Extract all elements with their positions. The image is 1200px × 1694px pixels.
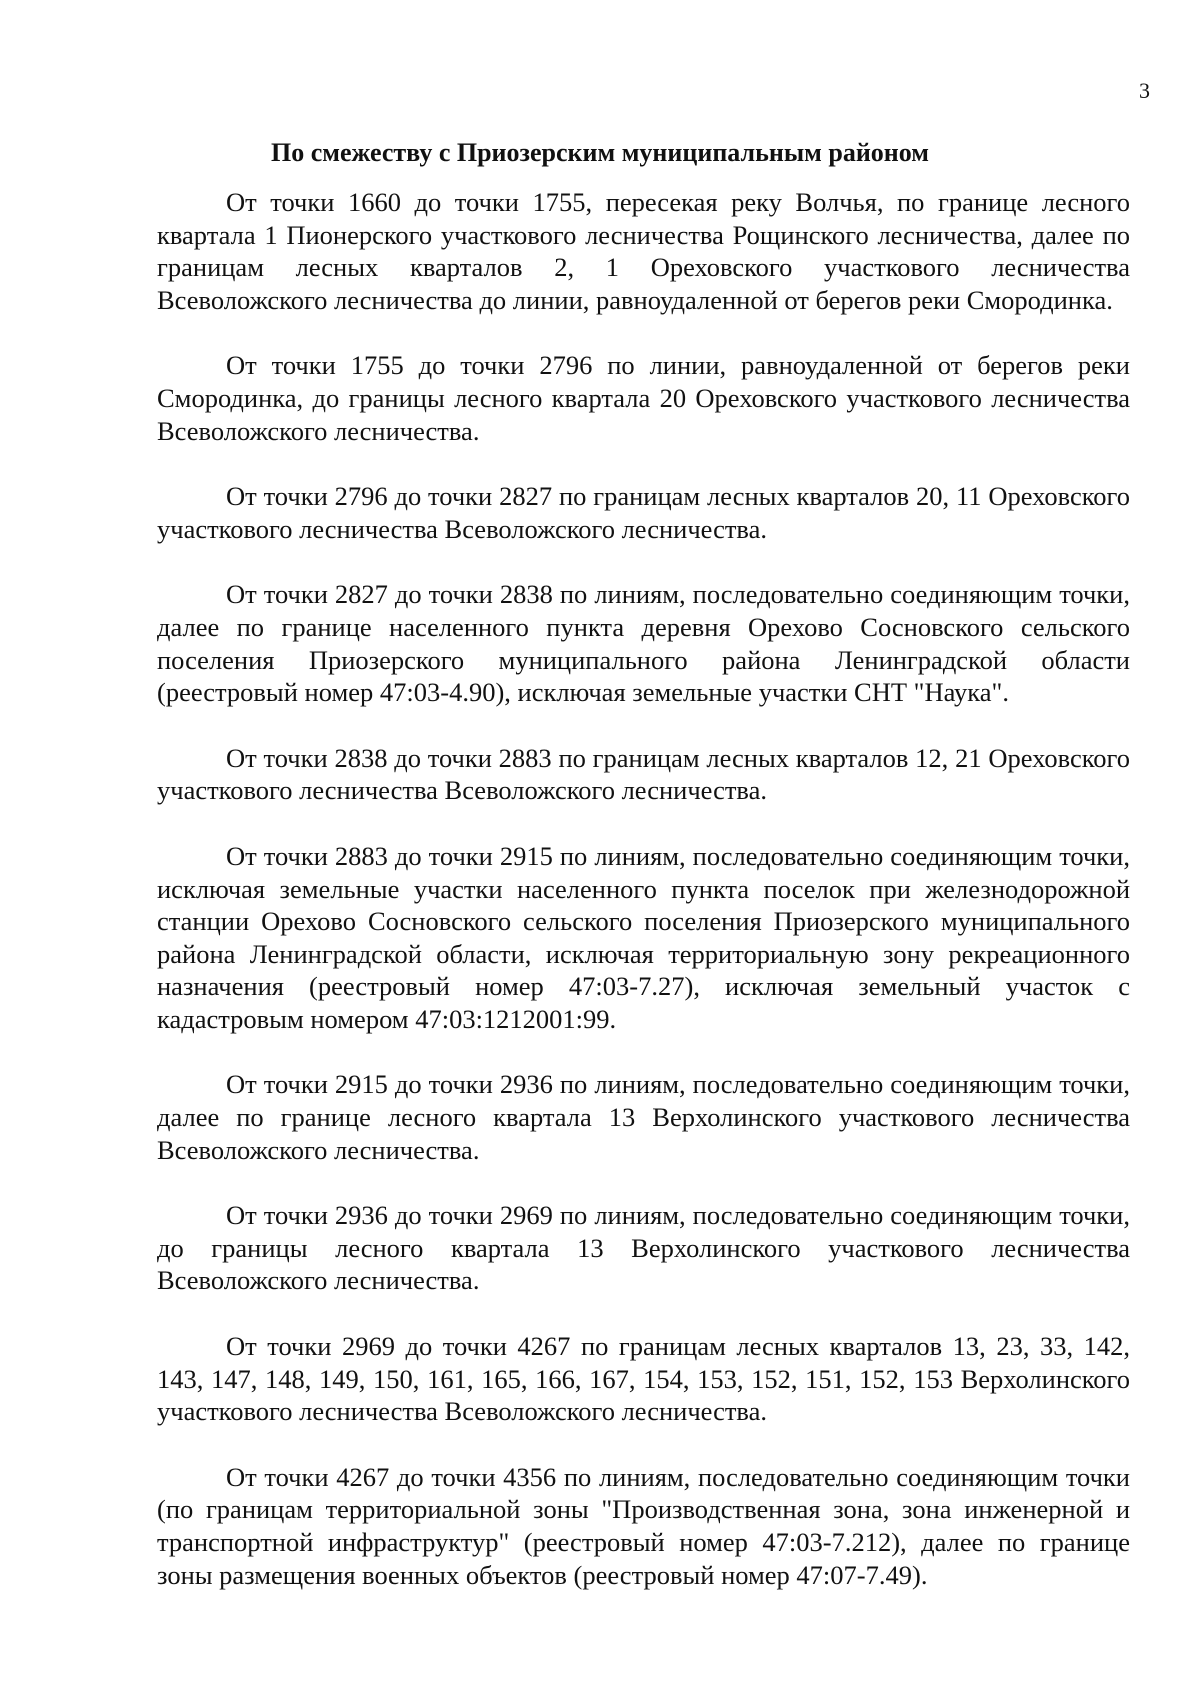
paragraph: От точки 1755 до точки 2796 по линии, равноудаленной от берегов реки Смородинка, до границы лесного квартала 20 Ореховского участкового лесничества Всеволожского лесничества.: [157, 350, 1130, 446]
section-heading: По смежеству с Приозерским муниципальным районом: [270, 138, 929, 167]
page-number: 3: [1139, 78, 1150, 103]
document-body: [157, 186, 1130, 1624]
paragraph: От точки 2827 до точки 2838 по линиям, последовательно соединяющим точки, далее по границе населенного пункта деревня Орехово Сосновского сельского поселения Приозерского муниципального района Ленинградской области (реестровый номер 47:03-4.90), исключая земельные участки СНТ "Наука".: [157, 579, 1130, 708]
paragraph: От точки 2915 до точки 2936 по линиям, последовательно соединяющим точки, далее по границе лесного квартала 13 Верхолинского участкового лесничества Всеволожского лесничества.: [157, 1069, 1130, 1165]
paragraph: От точки 1660 до точки 1755, пересекая реку Волчья, по границе лесного квартала 1 Пионерского участкового лесничества Рощинского лесничества, далее по границам лесных кварталов 2, 1 Ореховского участкового лесничества Всеволожского лесничества до линии, равноудаленной от берегов реки Смородинка.: [157, 187, 1130, 315]
paragraph: От точки 2883 до точки 2915 по линиям, последовательно соединяющим точки, исключая земельные участки населенного пункта поселок при железнодорожной станции Орехово Сосновского сельского поселения Приозерского муниципального района Ленинградской области, исключая территориальную зону рекреационного назначения (реестровый номер 47:03-7.27), исключая земельный участок с кадастровым номером 47:03:1212001:99.: [157, 840, 1130, 1034]
paragraph: От точки 2796 до точки 2827 по границам лесных кварталов 20, 11 Ореховского участкового лесничества Всеволожского лесничества.: [157, 481, 1130, 544]
paragraph: От точки 2936 до точки 2969 по линиям, последовательно соединяющим точки, до границы лесного квартала 13 Верхолинского участкового лесничества Всеволожского лесничества.: [157, 1200, 1130, 1296]
paragraph: От точки 2969 до точки 4267 по границам лесных кварталов 13, 23, 33, 142, 143, 147, 148, 149, 150, 161, 165, 166, 167, 154, 153, 152, 151, 152, 153 Верхолинского участкового лесничества Всеволожского лесничества.: [157, 1331, 1130, 1427]
paragraph: От точки 2838 до точки 2883 по границам лесных кварталов 12, 21 Ореховского участкового лесничества Всеволожского лесничества.: [157, 742, 1130, 806]
paragraph: От точки 4267 до точки 4356 по линиям, последовательно соединяющим точки (по границам территориальной зоны "Производственная зона, зона инженерной и транспортной инфраструктур" (реестровый номер 47:03-7.212), далее по границе зоны размещения военных объектов (реестровый номер 47:07-7.49).: [157, 1461, 1130, 1590]
